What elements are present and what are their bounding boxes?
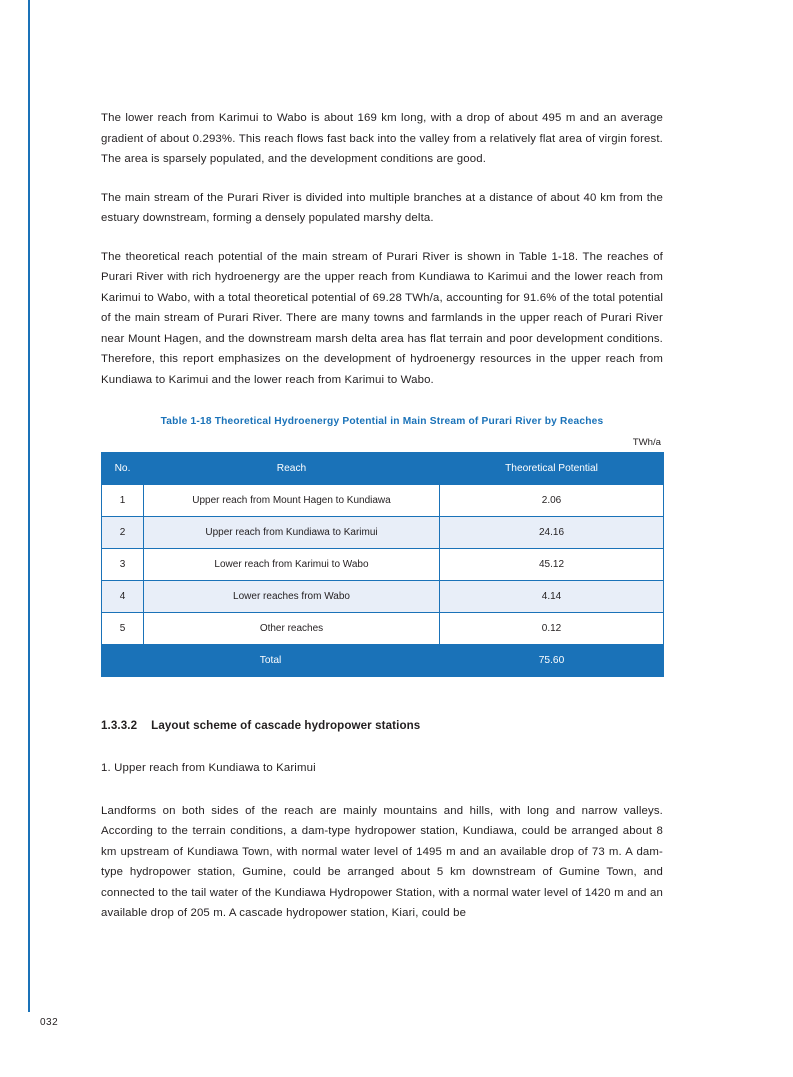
cell-potential: 2.06	[440, 485, 664, 517]
cell-total-label: Total	[102, 645, 440, 677]
cell-potential: 45.12	[440, 549, 664, 581]
table-row	[102, 517, 664, 549]
hydroenergy-potential-table	[101, 452, 664, 677]
left-margin-rule	[28, 0, 30, 1012]
table-caption: Table 1-18 Theoretical Hydroenergy Potential in Main Stream of Purari River by Reaches	[160, 416, 604, 427]
cell-reach: Other reaches	[144, 613, 440, 645]
section-title: Layout scheme of cascade hydropower stations	[151, 719, 421, 732]
cell-no: 5	[102, 613, 144, 645]
cell-no: 1	[102, 485, 144, 517]
page-number: 032	[40, 1017, 59, 1028]
table-row	[102, 613, 664, 645]
paragraph-1: The lower reach from Karimui to Wabo is about 169 km long, with a drop of about 495 m and an average gradient of about 0.293%. This reach flows fast back into the valley from a relatively flat area of virgin forest. The area is sparsely populated, and the development conditions are good.	[101, 112, 663, 165]
cell-reach: Upper reach from Kundiawa to Karimui	[144, 517, 440, 549]
cell-reach: Upper reach from Mount Hagen to Kundiawa	[144, 485, 440, 517]
paragraph-3: The theoretical reach potential of the main stream of Purari River is shown in Table 1-18. The reaches of Purari River with rich hydroenergy are the upper reach from Kundiawa to Karimui and the lower reach from Karimui to Wabo, with a total theoretical potential of 69.28 TWh/a, accounting for 91.6% of the total potential of the main stream of Purari River. There are many towns and farmlands in the upper reach of Purari River near Mount Hagen, and the downstream marsh delta area has flat terrain and poor development conditions. Therefore, this report emphasizes on the development of hydroenergy resources in the upper reach from Kundiawa to Karimui and the lower reach from Karimui to Wabo.	[101, 250, 663, 386]
column-header-no: No.	[102, 453, 144, 485]
cell-total-potential: 75.60	[440, 645, 664, 677]
table-row	[102, 549, 664, 581]
cell-potential: 24.16	[440, 517, 664, 549]
cell-potential: 0.12	[440, 613, 664, 645]
table-row	[102, 485, 664, 517]
cell-reach: Lower reaches from Wabo	[144, 581, 440, 613]
page-content	[101, 108, 663, 924]
table-unit-label: TWh/a	[632, 437, 661, 448]
table-header-row	[102, 453, 664, 485]
table-block	[101, 416, 663, 677]
paragraph-2: The main stream of the Purari River is divided into multiple branches at a distance of about 40 km from the estuary downstream, forming a densely populated marshy delta.	[101, 191, 663, 224]
cell-no: 4	[102, 581, 144, 613]
cell-potential: 4.14	[440, 581, 664, 613]
section-body-paragraph: Landforms on both sides of the reach are mainly mountains and hills, with long and narrow valleys. According to the terrain conditions, a dam-type hydropower station, Kundiawa, could be arranged about 8 km upstream of Kundiawa Town, with normal water level of 1495 m and an available drop of 73 m. A dam-type hydropower station, Gumine, could be arranged about 5 km downstream of Gumine Town, and connected to the tail water of the Kundiawa Hydropower Station, with a normal water level of 1420 m and an available drop of 205 m. A cascade hydropower station, Kiari, could be	[101, 804, 663, 919]
table-row	[102, 581, 664, 613]
table-total-row	[102, 645, 664, 677]
section-sub-item: 1. Upper reach from Kundiawa to Karimui	[101, 762, 316, 774]
cell-reach: Lower reach from Karimui to Wabo	[144, 549, 440, 581]
section-heading	[101, 719, 663, 732]
column-header-reach: Reach	[144, 453, 440, 485]
cell-no: 2	[102, 517, 144, 549]
column-header-potential: Theoretical Potential	[440, 453, 664, 485]
section-number: 1.3.3.2	[101, 719, 138, 732]
cell-no: 3	[102, 549, 144, 581]
